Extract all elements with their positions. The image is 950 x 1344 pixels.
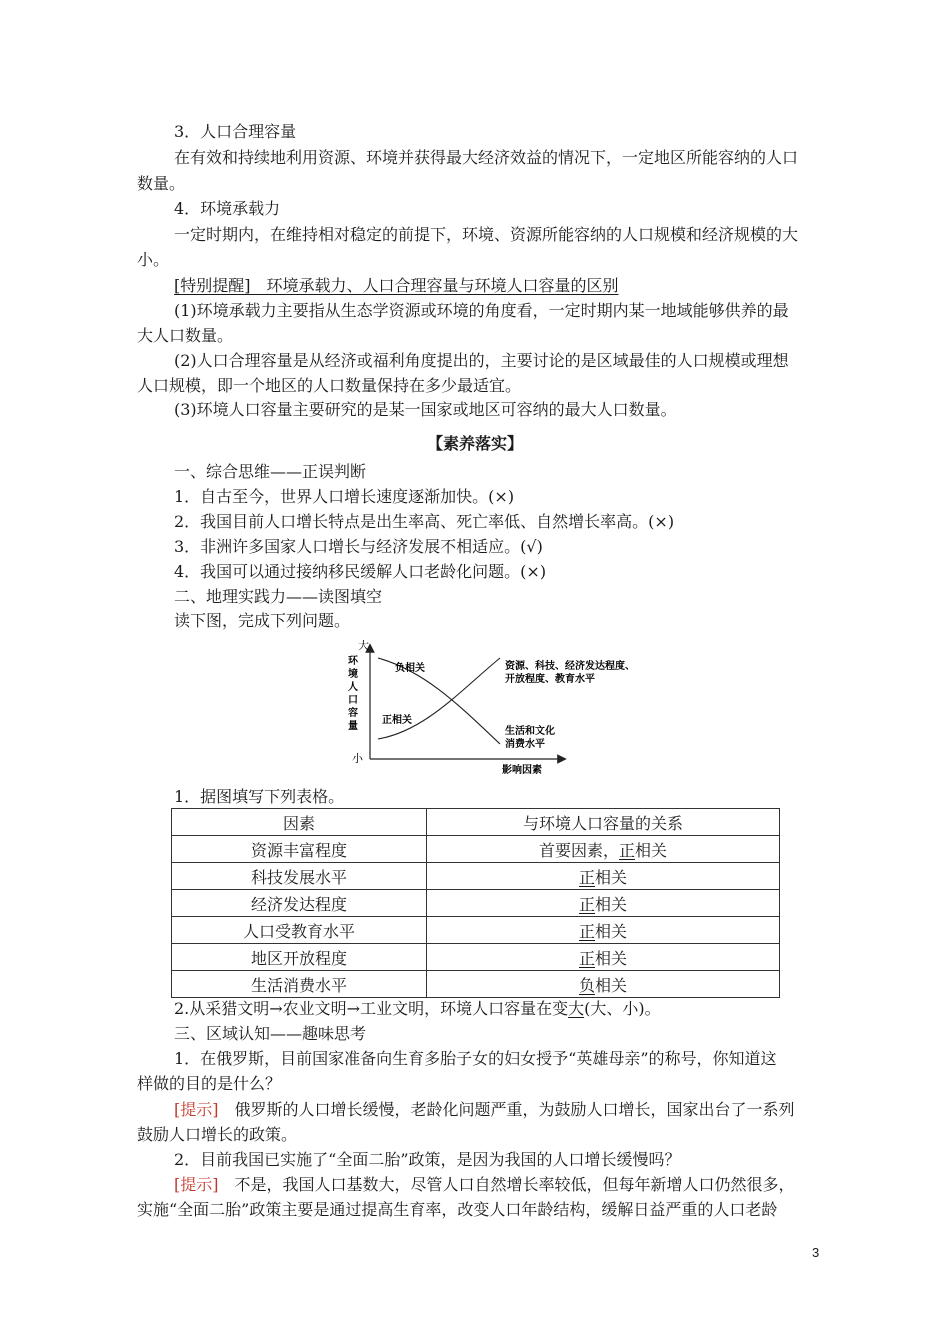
- ylabel-char: 容: [348, 708, 358, 719]
- ylabel-char: 人: [348, 682, 358, 693]
- ylabel-char: 环: [348, 656, 358, 667]
- x-axis-label: 影响因素: [502, 765, 542, 776]
- y-top-label: 大: [358, 639, 369, 652]
- table-row: [172, 836, 780, 863]
- part3-a2-line1: [提示] 不是，我国人口基数大，尽管人口自然增长率较低，但每年新增人口仍然很多，: [174, 1175, 795, 1194]
- section3-body-line1: 在有效和持续地利用资源、环境并获得最大经济效益的情况下，一定地区所能容纳的人口: [174, 148, 799, 167]
- relation-cell: 正相关: [427, 890, 780, 917]
- legend-positive-line2: 开放程度、教育水平: [505, 674, 595, 685]
- tip-p2-line2: 人口规模，即一个地区的人口数量保持在多少最适宜。: [137, 376, 522, 395]
- table-header-factor: 因素: [172, 809, 427, 836]
- judge-q3: 3．非洲许多国家人口增长与经济发展不相适应。(√): [174, 537, 543, 556]
- fill-blank: 正: [578, 894, 595, 914]
- table-row: [172, 944, 780, 971]
- legend-negative-line2: 消费水平: [505, 739, 545, 750]
- q2-fill-line: 2.从采猎文明→农业文明→工业文明，环境人口容量在变大(大、小)。: [174, 999, 661, 1018]
- capacity-chart: [340, 636, 680, 776]
- judge-q1: 1．自古至今，世界人口增长速度逐渐加快。(×): [174, 487, 515, 506]
- table-row: [172, 863, 780, 890]
- y-bottom-label: 小: [352, 752, 363, 765]
- part3-title: 三、区域认知——趣味思考: [174, 1024, 367, 1043]
- negative-label: 负相关: [395, 663, 425, 674]
- factor-cell: 经济发达程度: [172, 890, 427, 917]
- table-header-row: [172, 809, 780, 836]
- y-axis-label: [348, 654, 359, 732]
- part2-title: 二、地理实践力——读图填空: [174, 587, 383, 606]
- hint-label: [提示]: [174, 1175, 219, 1194]
- factor-table: [171, 808, 780, 998]
- judge-q2: 2．我国目前人口增长特点是出生率高、死亡率低、自然增长率高。(×): [174, 512, 675, 531]
- section3-body-line2: 数量。: [137, 174, 186, 193]
- tip-p1-line1: (1)环境承载力主要指从生态学资源或环境的角度看，一定时期内某一地域能够供养的最: [174, 301, 789, 320]
- tip-p1-line2: 大人口数量。: [137, 326, 234, 345]
- part3-q1-line2: 样做的目的是什么？: [137, 1074, 282, 1093]
- relation-cell: 正相关: [427, 944, 780, 971]
- relation-cell: 正相关: [427, 863, 780, 890]
- table-row: [172, 917, 780, 944]
- factor-cell: 地区开放程度: [172, 944, 427, 971]
- part3-a2-line2: 实施“全面二胎”政策主要是通过提高生育率，改变人口年龄结构，缓解日益严重的人口老龄: [137, 1200, 778, 1219]
- tip-p2-line1: (2)人口合理容量是从经济或福利角度提出的，主要讨论的是区域最佳的人口规模或理想: [174, 351, 789, 370]
- table-header-relation: 与环境人口容量的关系: [427, 809, 780, 836]
- tip-heading: [特别提醒] 环境承载力、人口合理容量与环境人口容量的区别: [174, 276, 619, 295]
- table-row: [172, 890, 780, 917]
- legend-negative-line1: 生活和文化: [505, 726, 555, 737]
- factor-cell: 生活消费水平: [172, 971, 427, 998]
- part1-title: 一、综合思维——正误判断: [174, 462, 367, 481]
- part3-q1-line1: 1．在俄罗斯，目前国家准备向生育多胎子女的妇女授予“英雄母亲”的称号，你知道这: [174, 1049, 777, 1068]
- part2-intro: 读下图，完成下列问题。: [174, 611, 351, 630]
- fill-blank: 正: [578, 948, 595, 968]
- tip-p3: (3)环境人口容量主要研究的是某一国家或地区可容纳的最大人口数量。: [174, 400, 677, 419]
- ylabel-char: 口: [348, 695, 358, 706]
- fill-blank: 正: [578, 921, 595, 941]
- factor-cell: 人口受教育水平: [172, 917, 427, 944]
- section3-title: 3．人口合理容量: [174, 122, 297, 141]
- page-number: 3: [812, 1245, 820, 1260]
- factor-cell: 科技发展水平: [172, 863, 427, 890]
- fill-blank: 负: [578, 975, 595, 995]
- legend-positive-line1: 资源、科技、经济发达程度、: [505, 661, 635, 672]
- fill-blank: 大: [568, 999, 585, 1018]
- judge-q4: 4．我国可以通过接纳移民缓解人口老龄化问题。(×): [174, 562, 547, 581]
- ylabel-char: 境: [348, 669, 358, 680]
- practice-heading: 【素养落实】: [426, 434, 523, 453]
- table-intro: 1．据图填写下列表格。: [174, 787, 345, 806]
- part3-q2: 2．目前我国已实施了“全面二胎”政策，是因为我国的人口增长缓慢吗？: [174, 1150, 681, 1169]
- hint-label: [提示]: [174, 1100, 219, 1119]
- relation-cell: 负相关: [427, 971, 780, 998]
- table-row: [172, 971, 780, 998]
- section4-body-line1: 一定时期内，在维持相对稳定的前提下，环境、资源所能容纳的人口规模和经济规模的大: [174, 225, 799, 244]
- section4-title: 4．环境承载力: [174, 199, 281, 218]
- positive-label: 正相关: [382, 715, 412, 726]
- part3-a1-line2: 鼓励人口增长的政策。: [137, 1125, 298, 1144]
- relation-cell: 正相关: [427, 917, 780, 944]
- part3-a1-line1: [提示] 俄罗斯的人口增长缓慢，老龄化问题严重，为鼓励人口增长，国家出台了一系列: [174, 1100, 795, 1119]
- relation-cell: 首要因素，正相关: [427, 836, 780, 863]
- section4-body-line2: 小。: [137, 250, 170, 269]
- fill-blank: 正: [618, 840, 635, 860]
- ylabel-char: 量: [348, 721, 358, 732]
- factor-cell: 资源丰富程度: [172, 836, 427, 863]
- fill-blank: 正: [578, 867, 595, 887]
